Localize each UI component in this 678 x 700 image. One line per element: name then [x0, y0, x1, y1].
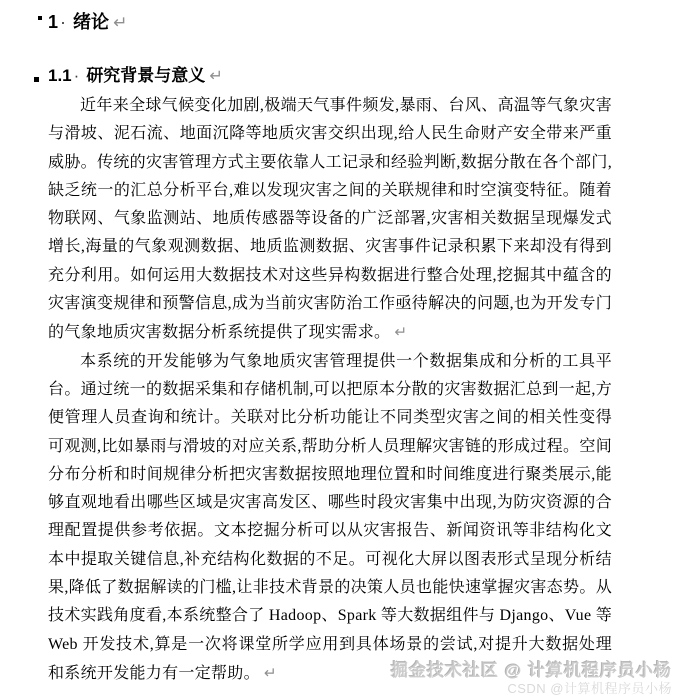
document-content-area	[48, 0, 612, 688]
paragraph-return-mark-icon: ↵	[394, 323, 408, 342]
outline-level-marker-icon	[34, 77, 39, 82]
paragraph-2	[48, 348, 612, 689]
watermark-juejin-line: 掘金技术社区 @ 计算机程序员小杨	[390, 661, 672, 681]
paragraph-1-text: 近年来全球气候变化加剧,极端天气事件频发,暴雨、台风、高温等气象灾害与滑坡、泥石流、地面沉降等地质灾害交织出现,给人民生命财产安全带来严重威胁。传统的灾害管理方式主要依靠人工记录和经验判断,数据分散在各个部门,缺乏统一的汇总分析平台,难以发现灾害之间的关联规律和时空演变特征。随着物联网、气象监测站、地质传感器等设备的广泛部署,灾害相关数据呈现爆发式增长,海量的气象观测数据、地质监测数据、灾害事件记录积累下来却没有得到充分利用。如何运用大数据技术对这些异构数据进行整合处理,挖掘其中蕴含的灾害演变规律和预警信息,成为当前灾害防治工作亟待解决的问题,也为开发专门的气象地质灾害数据分析系统提供了现实需求。	[48, 97, 612, 342]
paragraph-return-mark-icon: ↵	[263, 663, 277, 682]
paragraph-1	[48, 92, 612, 348]
heading-1-1-number: 1.1	[48, 66, 72, 85]
paragraph-return-mark-icon: ↵	[209, 66, 223, 85]
heading-1-1-text: 研究背景与意义	[86, 66, 206, 85]
space-formatting-mark: ·	[60, 12, 67, 32]
space-formatting-mark: ·	[73, 66, 80, 85]
heading-1-chapter	[48, 10, 612, 35]
outline-level-marker-icon	[38, 16, 42, 20]
heading-1-1-section	[48, 64, 612, 87]
paragraph-return-mark-icon: ↵	[113, 13, 128, 33]
body-text-block	[48, 92, 612, 688]
heading-1-number: 1	[48, 12, 59, 32]
heading-1-text: 绪论	[73, 12, 110, 32]
watermark-csdn-line: CSDN @计算机程序员小杨	[507, 680, 672, 696]
paragraph-2-text: 本系统的开发能够为气象地质灾害管理提供一个数据集成和分析的工具平台。通过统一的数据采集和存储机制,可以把原本分散的灾害数据汇总到一起,方便管理人员查询和统计。关联对比分析功能让不同类型灾害之间的相关性变得可观测,比如暴雨与滑坡的对应关系,帮助分析人员理解灾害链的形成过程。空间分布分析和时间规律分析把灾害数据按照地理位置和时间维度进行聚类展示,能够直观地看出哪些区域是灾害高发区、哪些时段灾害集中出现,为防灾资源的合理配置提供参考依据。文本挖掘分析可以从灾害报告、新闻资讯等非结构化文本中提取关键信息,补充结构化数据的不足。可视化大屏以图表形式呈现分析结果,降低了数据解读的门槛,让非技术背景的决策人员也能快速掌握灾害态势。从技术实践角度看,本系统整合了 Hadoop、Spark 等大数据组件与 Django、Vue 等 Web 开发技术,算是一次将课堂所学应用到具体场景的尝试,对提升大数据处理和系统开发能力有一定帮助。	[48, 352, 612, 682]
